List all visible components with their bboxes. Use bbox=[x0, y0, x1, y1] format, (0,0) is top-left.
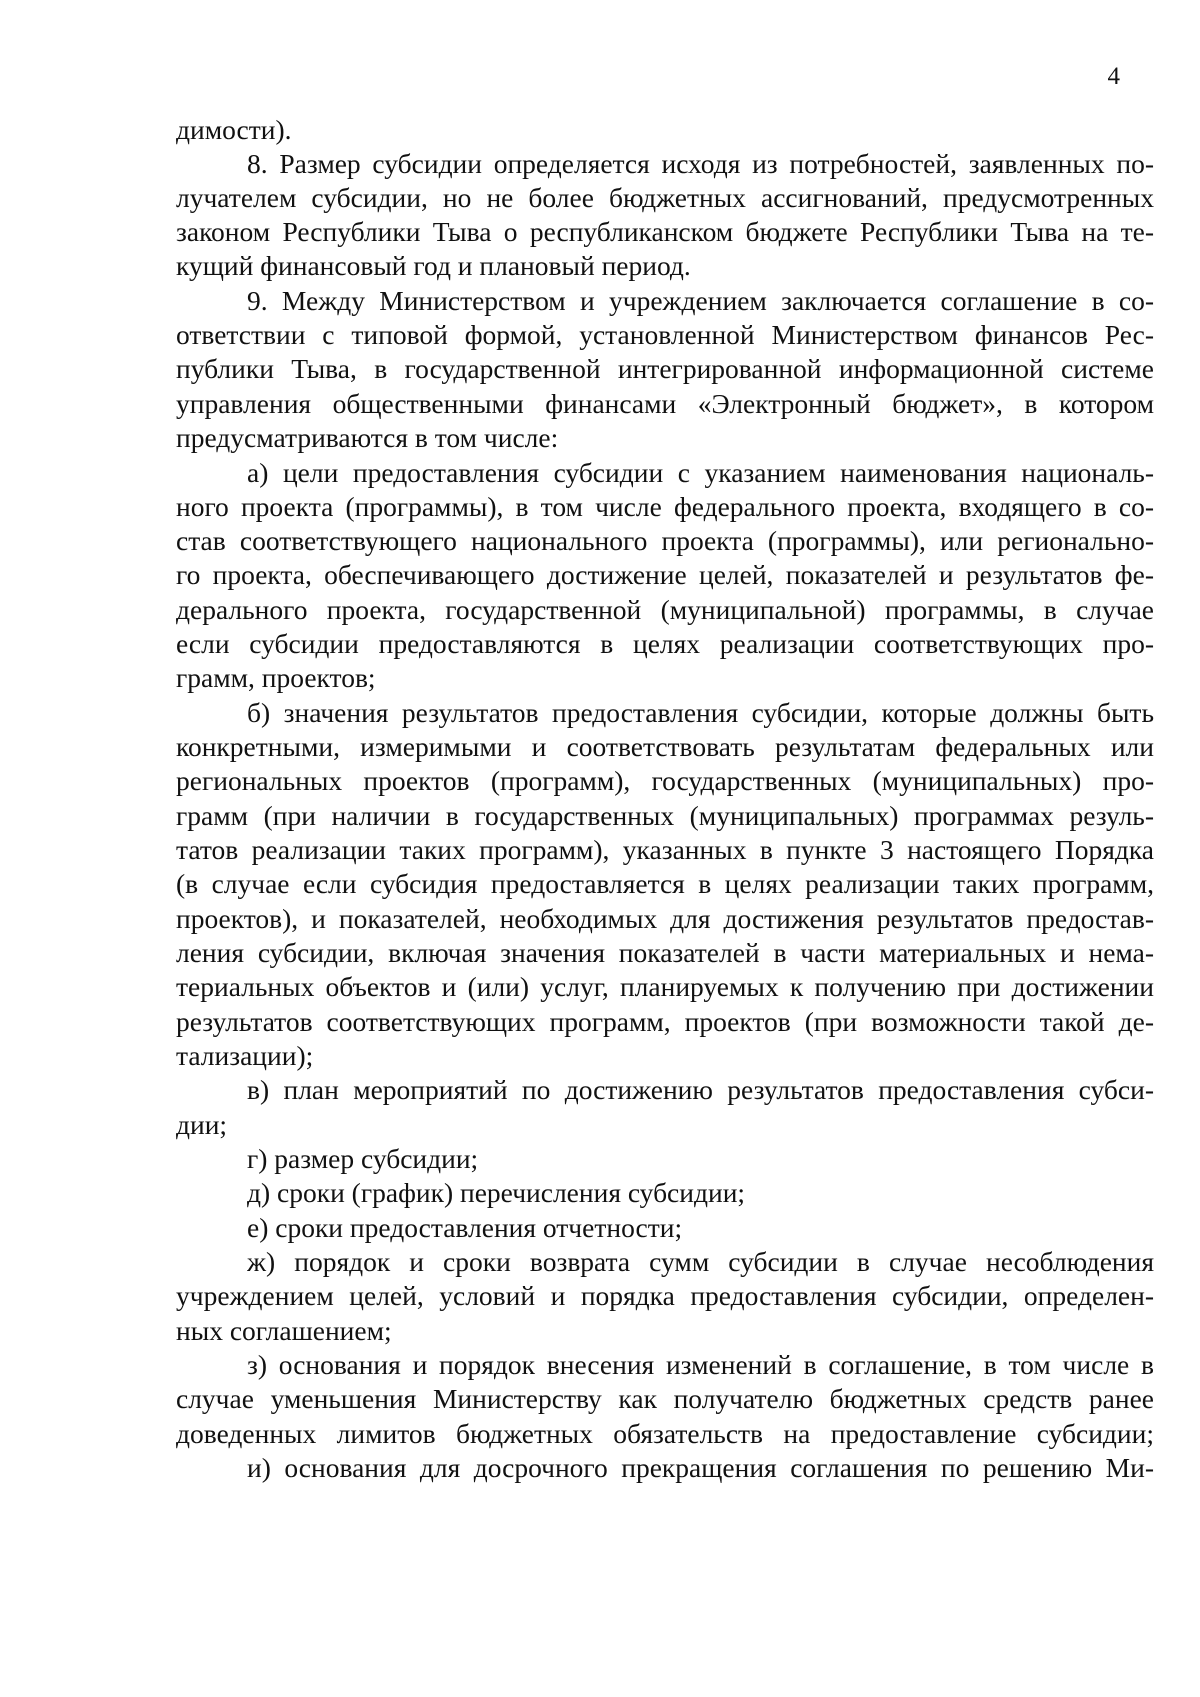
text-line: управления общественными финансами «Электронный бюджет», в котором bbox=[176, 388, 1154, 419]
text-line: е) сроки предоставления отчетности; bbox=[247, 1212, 683, 1243]
text-line: го проекта, обеспечивающего достижение целей, показателей и результатов фе- bbox=[176, 559, 1154, 590]
text-line: дии; bbox=[176, 1109, 228, 1140]
text-line: проектов), и показателей, необходимых для достижения результатов предостав- bbox=[176, 903, 1154, 934]
text-line: тализации); bbox=[176, 1040, 314, 1071]
text-line: ного проекта (программы), в том числе федерального проекта, входящего в со- bbox=[176, 491, 1154, 522]
text-line: а) цели предоставления субсидии с указанием наименования националь- bbox=[247, 457, 1154, 488]
text-line: з) основания и порядок внесения изменений в соглашение, в том числе в bbox=[247, 1349, 1154, 1380]
text-line: б) значения результатов предоставления субсидии, которые должны быть bbox=[247, 697, 1154, 728]
text-line: случае уменьшения Министерству как получателю бюджетных средств ранее bbox=[176, 1383, 1154, 1414]
text-line: димости). bbox=[176, 114, 292, 145]
text-line: лучателем субсидии, но не более бюджетных ассигнований, предусмотренных bbox=[176, 182, 1154, 213]
text-line: публики Тыва, в государственной интегрированной информационной системе bbox=[176, 353, 1154, 384]
text-line: ж) порядок и сроки возврата сумм субсидии в случае несоблюдения bbox=[247, 1246, 1154, 1277]
page-number: 4 bbox=[1107, 63, 1120, 90]
text-line: предусматриваются в том числе: bbox=[176, 422, 559, 453]
text-line: териальных объектов и (или) услуг, планируемых к получению при достижении bbox=[176, 971, 1154, 1002]
text-line: став соответствующего национального проекта (программы), или регионально- bbox=[176, 525, 1154, 556]
text-line: дерального проекта, государственной (муниципальной) программы, в случае bbox=[176, 594, 1154, 625]
text-line: законом Республики Тыва о республиканском бюджете Республики Тыва на те- bbox=[176, 216, 1154, 247]
text-line: и) основания для досрочного прекращения соглашения по решению Ми- bbox=[247, 1452, 1154, 1483]
text-line: кущий финансовый год и плановый период. bbox=[176, 250, 691, 281]
text-line: татов реализации таких программ), указанных в пункте 3 настоящего Порядка bbox=[176, 834, 1154, 865]
text-line: конкретными, измеримыми и соответствовать результатам федеральных или bbox=[176, 731, 1154, 762]
text-line: если субсидии предоставляются в целях реализации соответствующих про- bbox=[176, 628, 1154, 659]
text-line: 8. Размер субсидии определяется исходя из потребностей, заявленных по- bbox=[247, 148, 1154, 179]
text-line: результатов соответствующих программ, проектов (при возможности такой де- bbox=[176, 1006, 1154, 1037]
text-line: грамм (при наличии в государственных (муниципальных) программах резуль- bbox=[176, 800, 1154, 831]
text-line: ответствии с типовой формой, установленной Министерством финансов Рес- bbox=[176, 319, 1154, 350]
text-line: 9. Между Министерством и учреждением заключается соглашение в со- bbox=[247, 285, 1154, 316]
text-line: д) сроки (график) перечисления субсидии; bbox=[247, 1177, 746, 1208]
text-line: в) план мероприятий по достижению результатов предоставления субси- bbox=[247, 1074, 1154, 1105]
text-line: региональных проектов (программ), государственных (муниципальных) про- bbox=[176, 765, 1154, 796]
text-line: ления субсидии, включая значения показателей в части материальных и нема- bbox=[176, 937, 1154, 968]
text-line: доведенных лимитов бюджетных обязательств на предоставление субсидии; bbox=[176, 1418, 1154, 1449]
text-line: грамм, проектов; bbox=[176, 662, 376, 693]
text-line: г) размер субсидии; bbox=[247, 1143, 479, 1174]
text-line: ных соглашением; bbox=[176, 1315, 392, 1346]
text-line: (в случае если субсидия предоставляется в целях реализации таких программ, bbox=[176, 868, 1154, 899]
text-line: учреждением целей, условий и порядка предоставления субсидии, определен- bbox=[176, 1280, 1154, 1311]
